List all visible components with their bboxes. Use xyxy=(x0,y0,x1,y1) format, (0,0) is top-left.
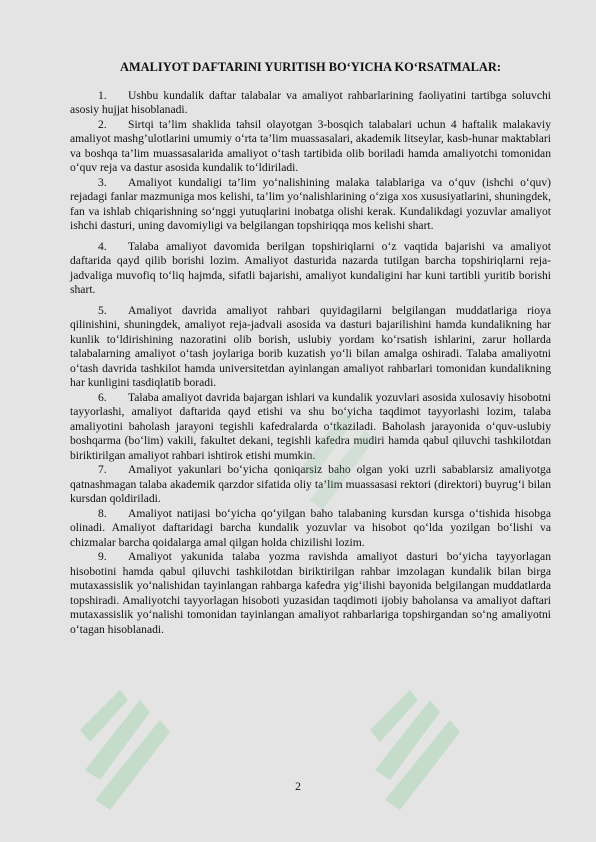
paragraph-number: 7. xyxy=(98,463,107,476)
paragraph-9 xyxy=(70,550,551,637)
paragraph-number: 6. xyxy=(98,390,107,404)
paragraph-text: Amaliyot yakunida talaba yozma ravishda amaliyot dasturi bo‘yicha tayyorlagan hisobotini hamda qabul qiluvchi tashkilotdan biriktirilgan rahbar imzolagan kundalik bilan birga mutaxassislik yo‘nalishidan tayinlangan rahbarga kafedra yig‘ilishi bayonida belgilangan muddatlarda topshiradi. Amaliyotchi tayyorlagan hisoboti yuzasidan taqdimoti ijobiy baholansa va amaliyot daftari mutaxassislik yo‘nalishi tomonidan tayinlangan amaliyot rahbarlariga topshirgandan so‘ng amaliyotni o‘tagan hisoblanadi. xyxy=(70,550,551,636)
paragraph-text: Amaliyot yakunlari bo‘yicha qoniqarsiz baho olgan yoki uzrli sabablarsiz amaliyotga qatnashmagan talaba akademik qarzdor sifatida oliy ta’lim muassasasi rektori (direktori) buyrug‘i bilan kursdan qoldiriladi. xyxy=(70,463,551,505)
paragraph-2 xyxy=(70,118,551,176)
paragraph-text: Amaliyot davrida amaliyot rahbari quyidagilarni belgilangan muddatlariga rioya qilinishini, shuningdek, amaliyot reja-jadvali asosida va dasturi bajarilishini hamda kundalikning har kunlik to‘ldirishining nazoratini olib borish, uslubiy yordam ko‘rsatish ishlarini, zarur hollarda talabalarning amaliyot o‘tash joylariga borib kuzatish yo‘li bilan amalga oshiradi. Talaba amaliyotni o‘tash davrida tashkilot hamda universitetdan ayinlangan amaliyot rahbarlari tomonidan kundalikning har kunligini tasdiqlatib boradi. xyxy=(70,303,551,389)
page-number: 2 xyxy=(295,780,301,793)
paragraph-text: Sirtqi ta’lim shaklida tahsil olayotgan 3-bosqich talabalari uchun 4 haftalik malakaviy amaliyot mashg’ulotlarini umumiy o‘rta ta’lim muassasalari, akademik litseylar, kasb-hunar maktablari va boshqa ta’lim muassasalarida amaliyot o‘tash tartibida olib boriladi hamda amaliyotchi tomonidan o‘quv reja va dastur asosida kundalik to‘ldiriladi. xyxy=(70,117,551,174)
paragraph-1 xyxy=(70,89,551,118)
paragraph-3 xyxy=(70,176,551,234)
document-title: AMALIYOT DAFTARINI YURITISH BO‘YICHA KO‘RSATMALAR: xyxy=(120,60,501,74)
paragraph-7 xyxy=(70,463,551,507)
paragraph-8 xyxy=(70,507,551,551)
paragraph-number: 4. xyxy=(98,239,107,253)
paragraph-number: 8. xyxy=(98,506,107,520)
paragraph-4 xyxy=(70,240,551,298)
paragraph-5 xyxy=(70,304,551,391)
paragraph-number: 2. xyxy=(98,117,107,131)
paragraph-text: Talaba amaliyot davrida bajargan ishlari va kundalik yozuvlari asosida xulosaviy hisobotni tayyorlashi, amaliyot daftarida qayd etishi va shu bo‘yicha taqdimot tayyorlashi lozim, talaba amaliyotini baholash jarayoni tegishli kafedralarda o‘tkaziladi. Baholash jarayonida o‘quv-uslubiy boshqarma (bo‘lim) vakili, fakultet dekani, tegishli kafedra mudiri hamda qabul qiluvchi tashkilotdan biriktirilgan amaliyot rahbari ishtirok etishi mumkin. xyxy=(70,390,551,462)
paragraph-6 xyxy=(70,391,551,464)
document-body xyxy=(70,60,551,637)
paragraph-number: 1. xyxy=(98,88,107,102)
paragraph-text: Amaliyot natijasi bo‘yicha qo‘yilgan baho talabaning kursdan kursga o‘tishida hisobga olinadi. Amaliyot daftaridagi barcha kundalik yozuvlar va hisobot qo‘lda yozilgan bo‘lishi va chizmalar barcha qoidalarga amal qilgan holda chizilishi lozim. xyxy=(70,506,551,549)
paragraph-number: 9. xyxy=(98,550,107,563)
paragraph-text: Talaba amaliyot davomida berilgan topshiriqlarni o‘z vaqtida bajarishi va amaliyot daftarida qayd qilib borishi lozim. Amaliyot dasturida nazarda tutilgan barcha topshiriqlarni reja-jadvaliga muvofiq to‘liq hajmda, sifatli bajarishi, amaliyot kundaligini har kuni tartibli yuritib borishi shart. xyxy=(70,239,551,296)
paragraph-text: Ushbu kundalik daftar talabalar va amaliyot rahbarlarining faoliyatini tartibga soluvchi asosiy hujjat hisoblanadi. xyxy=(70,88,551,116)
paragraph-text: Amaliyot kundaligi ta’lim yo‘nalishining malaka talablariga va o‘quv (ishchi o‘quv) rejadagi fanlar mazmuniga mos kelishi, ta’lim yo‘nalishlarining o‘ziga xos xususiyatlarini, shuningdek, fan va ishlab chiqarishning so‘nggi yutuqlarini inobatga olishi kerak. Kundalikdagi yozuvlar amaliyot ishchi dasturi, uning davomiyligi va belgilangan topshiriqqa mos kelishi shart. xyxy=(70,175,551,232)
paragraph-number: 5. xyxy=(98,303,107,317)
paragraph-number: 3. xyxy=(98,175,107,189)
